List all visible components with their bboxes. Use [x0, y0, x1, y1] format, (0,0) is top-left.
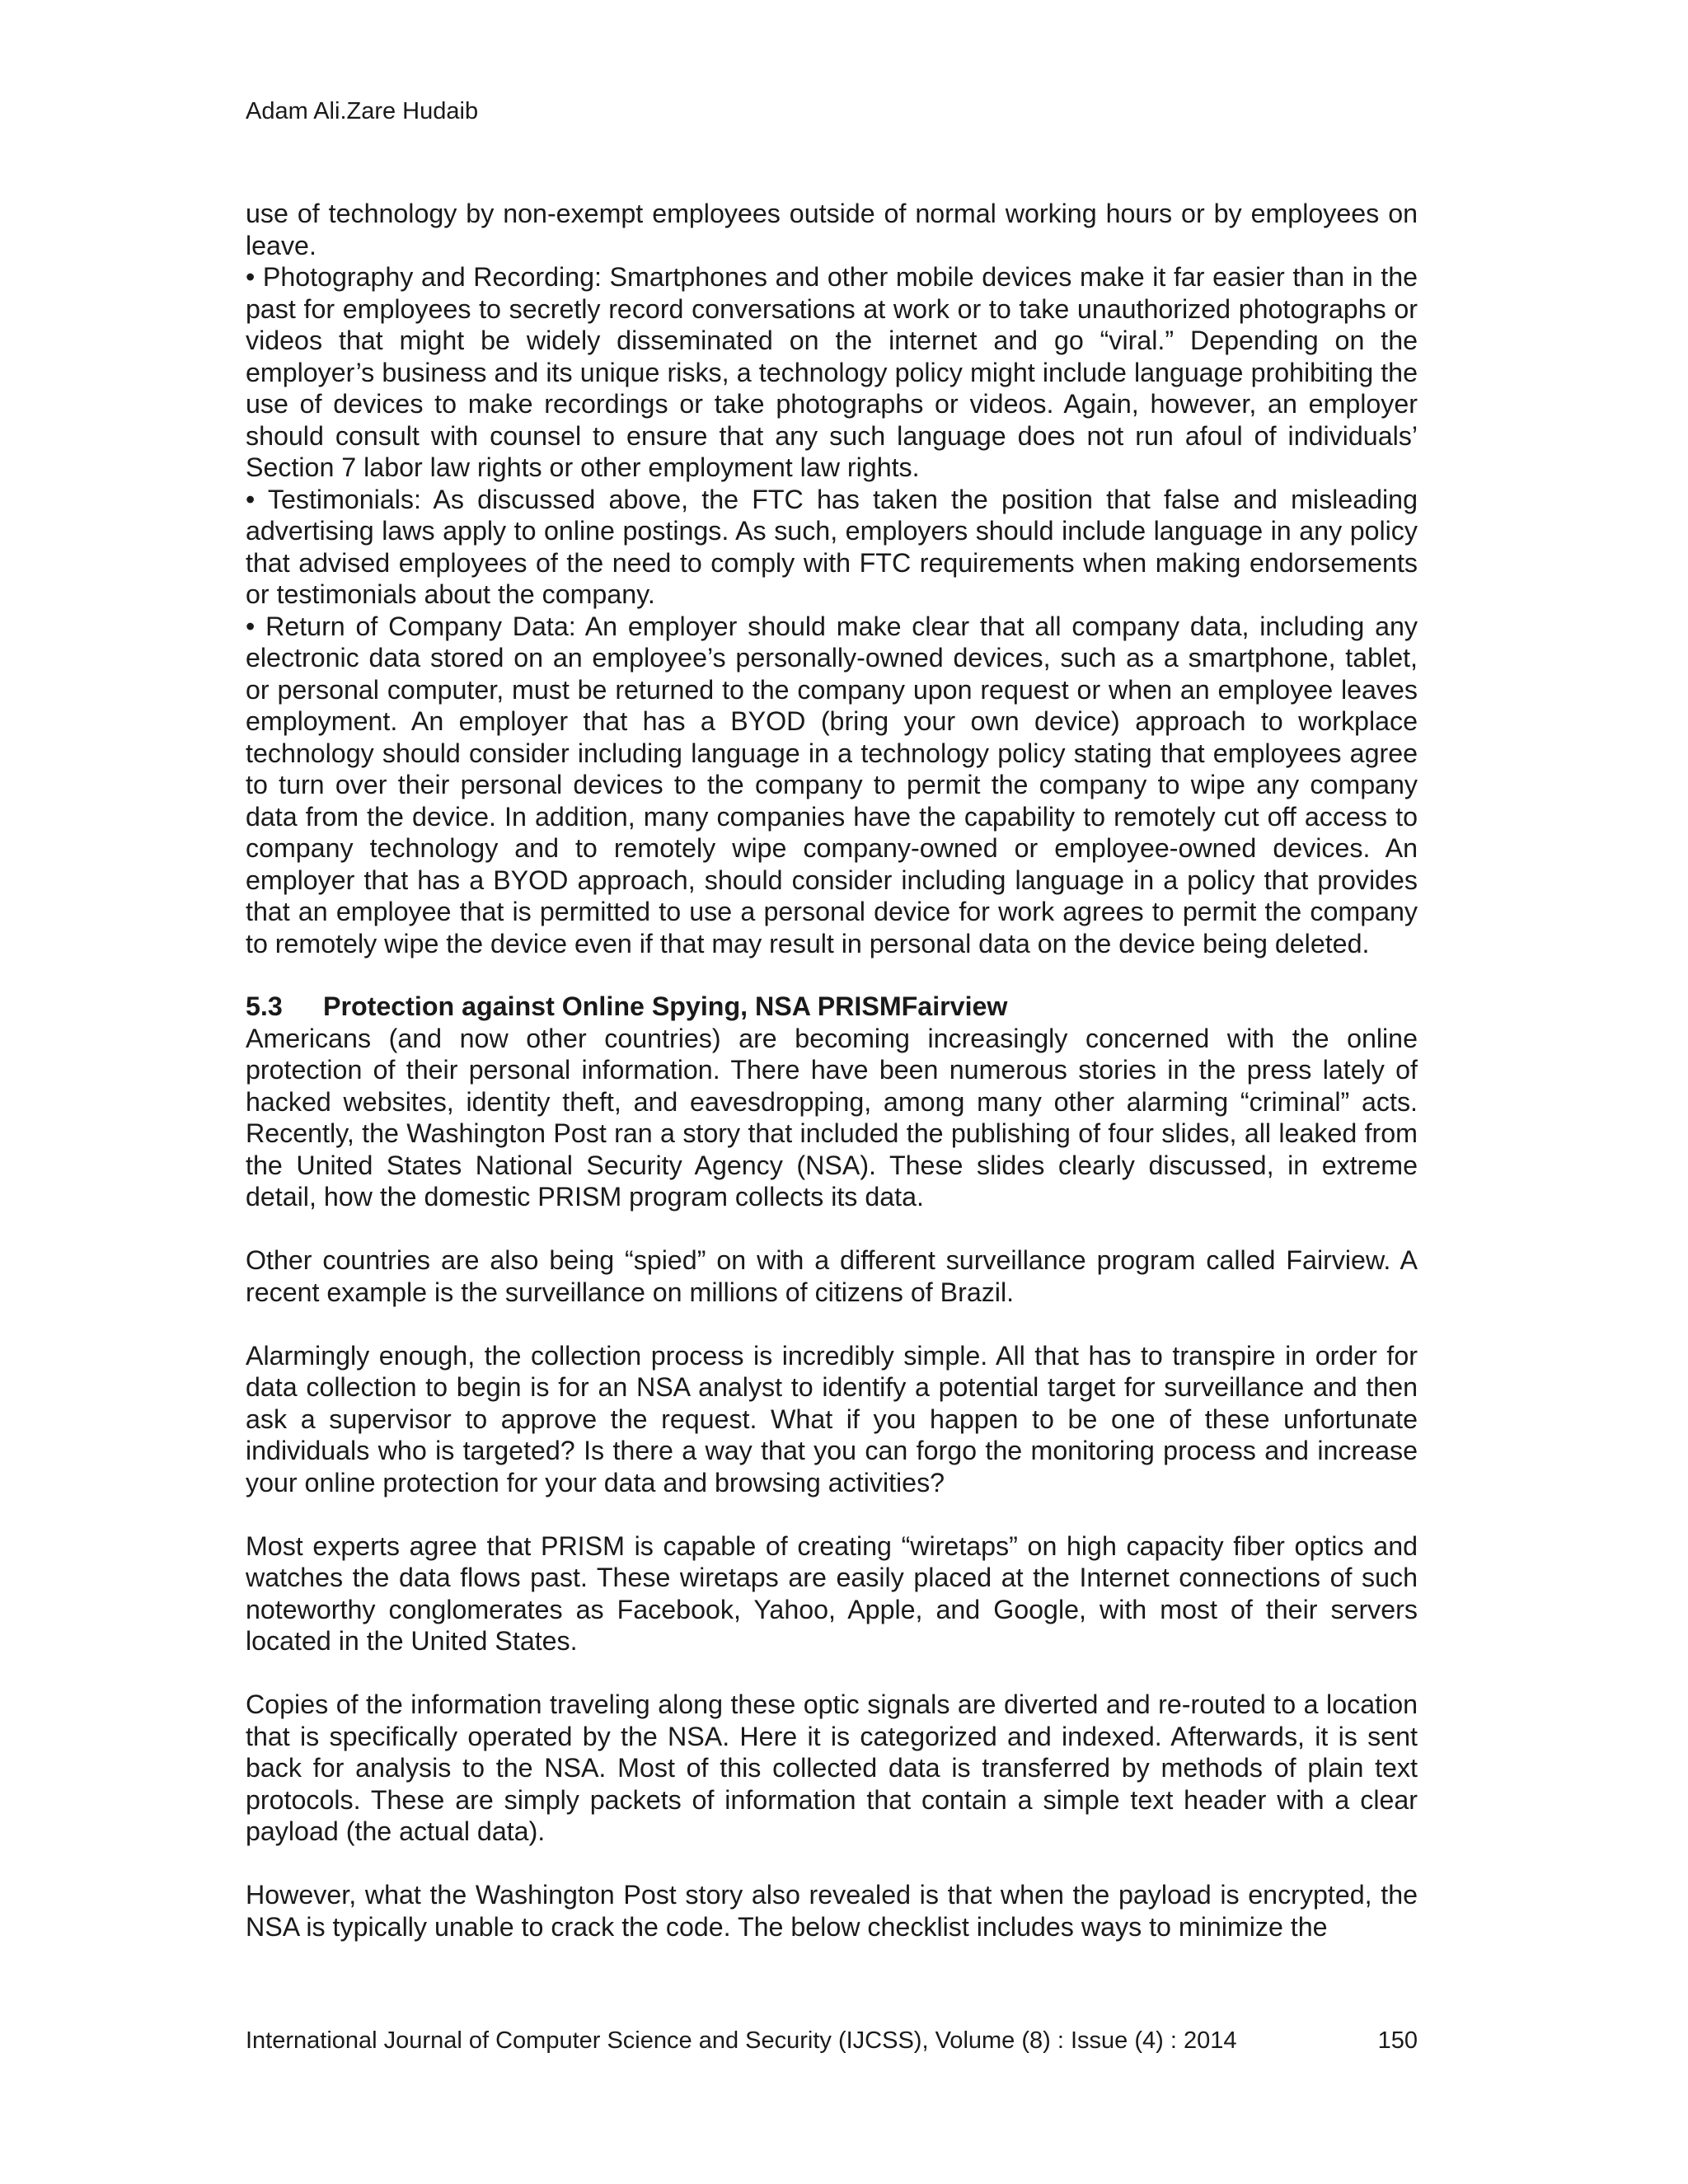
footer-journal-citation: International Journal of Computer Science and Security (IJCSS), Volume (8) : Issue (4) : 2014 [246, 2027, 1237, 2054]
bullet-testimonials: • Testimonials: As discussed above, the FTC has taken the position that false and misleading advertising laws apply to online postings. As such, employers should include language in any policy that advised employees of the need to comply with FTC requirements when making endorsements or testimonials about the company. [246, 484, 1418, 609]
section-heading [246, 991, 1418, 1023]
section-title: Protection against Online Spying, NSA PRISMFairview [323, 991, 1008, 1021]
body-text [246, 198, 1418, 1943]
paragraph-continuation: use of technology by non-exempt employees outside of normal working hours or by employees on leave. [246, 199, 1418, 260]
paragraph-americans-concern: Americans (and now other countries) are becoming increasingly concerned with the online protection of their personal information. There have been numerous stories in the press lately of hacked websites, identity theft, and eavesdropping, among many other alarming “criminal” acts. Recently, the Washington Post ran a story that included the publishing of four slides, all leaked from the United States National Security Agency (NSA). These slides clearly discussed, in extreme detail, how the domestic PRISM program collects its data. [246, 1023, 1418, 1212]
paragraph-encryption: However, what the Washington Post story also revealed is that when the payload is encrypted, the NSA is typically unable to crack the code. The below checklist includes ways to minimize the [246, 1880, 1418, 1942]
bullet-photography-recording: • Photography and Recording: Smartphones and other mobile devices make it far easier than in the past for employees to secretly record conversations at work or to take unauthorized photographs or videos that might be widely disseminated on the internet and go “viral.” Depending on the employer’s business and its unique risks, a technology policy might include language prohibiting the use of devices to make recordings or take photographs or videos. Again, however, an employer should consult with counsel to ensure that any such language does not run afoul of individuals’ Section 7 labor law rights or other employment law rights. [246, 262, 1418, 482]
paragraph-collection-process: Alarmingly enough, the collection process is incredibly simple. All that has to transpire in order for data collection to begin is for an NSA analyst to identify a potential target for surveillance and then ask a supervisor to approve the request. What if you happen to be one of these unfortunate individuals who is targeted? Is there a way that you can forgo the monitoring process and increase your online protection for your data and browsing activities? [246, 1340, 1418, 1497]
section-number: 5.3 [246, 991, 283, 1021]
bullet-return-company-data: • Return of Company Data: An employer should make clear that all company data, including any electronic data stored on an employee’s personally-owned devices, such as a smartphone, tablet, or personal computer, must be returned to the company upon request or when an employee leaves employment. An employer that has a BYOD (bring your own device) approach to workplace technology should consider including language in a technology policy stating that employees agree to turn over their personal devices to the company to permit the company to wipe any company data from the device. In addition, many companies have the capability to remotely cut off access to company technology and to remotely wipe company-owned or employee-owned devices. An employer that has a BYOD approach, should consider including language in a policy that provides that an employee that is permitted to use a personal device for work agrees to permit the company to remotely wipe the device even if that may result in personal data on the device being deleted. [246, 611, 1418, 958]
paragraph-wiretaps: Most experts agree that PRISM is capable of creating “wiretaps” on high capacity fiber optics and watches the data flows past. These wiretaps are easily placed at the Internet connections of such noteworthy conglomerates as Facebook, Yahoo, Apple, and Google, with most of their servers located in the United States. [246, 1530, 1418, 1656]
page-number: 150 [1377, 2027, 1418, 2054]
paragraph-fairview: Other countries are also being “spied” on with a different surveillance program called Fairview. A recent example is the surveillance on millions of citizens of Brazil. [246, 1245, 1418, 1307]
running-header-author: Adam Ali.Zare Hudaib [246, 98, 479, 124]
paragraph-optic-signals: Copies of the information traveling along these optic signals are diverted and re-routed to a location that is specifically operated by the NSA. Here it is categorized and indexed. Afterwards, it is sent back for analysis to the NSA. Most of this collected data is transferred by methods of plain text protocols. These are simply packets of information that contain a simple text header with a clear payload (the actual data). [246, 1690, 1418, 1846]
